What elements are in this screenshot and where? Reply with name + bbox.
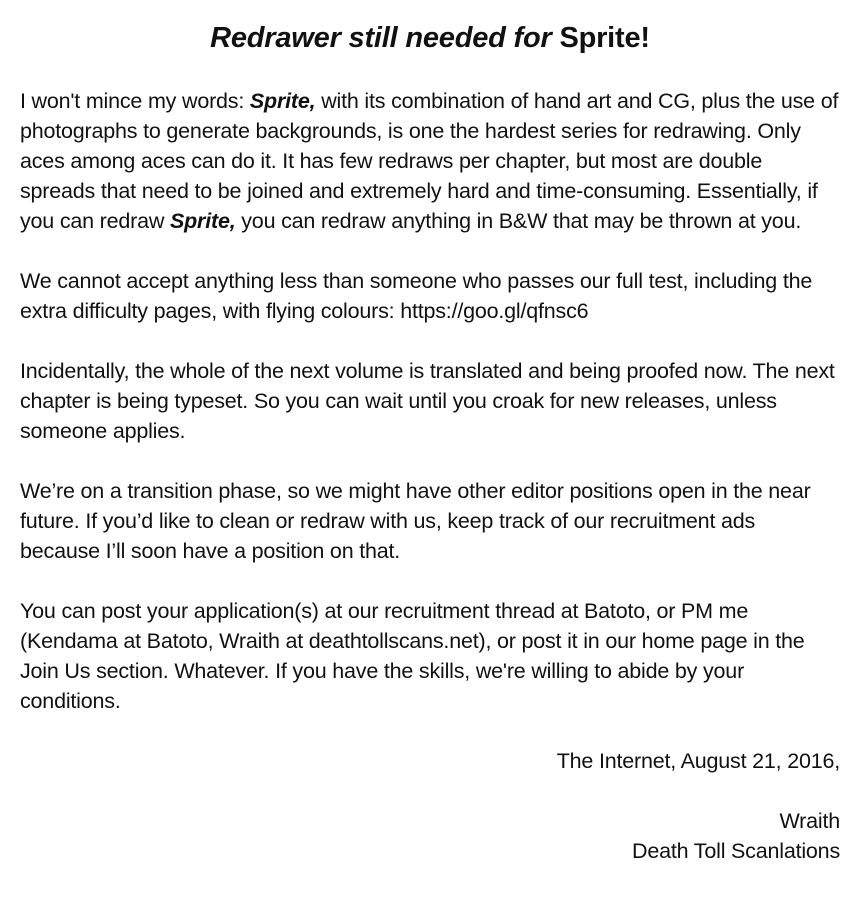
date-line: The Internet, August 21, 2016,: [556, 749, 840, 773]
signature-group: Death Toll Scanlations: [632, 839, 840, 863]
paragraph: [20, 476, 840, 566]
text-segment: We’re on a transition phase, so we might have other editor positions open in the near future. If you’d like to clean or redraw with us, keep track of our recruitment ads because I’ll soon have a position on that.: [20, 479, 811, 563]
title-series-name: Sprite!: [559, 22, 650, 54]
series-name: Sprite,: [249, 89, 316, 113]
title-main: Redrawer still needed for: [210, 22, 560, 54]
body-paragraphs: [20, 86, 840, 716]
text-segment: you can redraw anything in B&W that may be thrown at you.: [235, 209, 802, 233]
paragraph: [20, 596, 840, 716]
text-segment: Incidentally, the whole of the next volume is translated and being proofed now. The next chapter is being typeset. So you can wait until you croak for new releases, unless someone applies.: [20, 359, 835, 443]
series-name: Sprite,: [169, 209, 236, 233]
page-title: [20, 20, 840, 56]
paragraph: [20, 356, 840, 446]
signature-name: Wraith: [779, 809, 840, 833]
text-segment: We cannot accept anything less than someone who passes our full test, including the extra difficulty pages, with flying colours:: [20, 269, 813, 323]
text-segment: You can post your application(s) at our recruitment thread at Batoto, or PM me (Kendama at Batoto, Wraith at deathtollscans.net), or post it in our home page in the Join Us section. Whatever. If you have the skills, we're willing to abide by your conditions.: [20, 599, 805, 713]
text-segment: I won't mince my words:: [20, 89, 250, 113]
paragraph: [20, 266, 840, 326]
test-url: https://goo.gl/qfnsc6: [400, 299, 589, 323]
paragraph: [20, 86, 840, 236]
text-segment: with its combination of hand art and CG, plus the use of photographs to generate backgrounds, is one the hardest series for redrawing. Only aces among aces can do it. It has few redraws per chapter, but most are double spreads that need to be joined and extremely hard and time-consuming. Essentially, if you can redraw: [20, 89, 839, 233]
